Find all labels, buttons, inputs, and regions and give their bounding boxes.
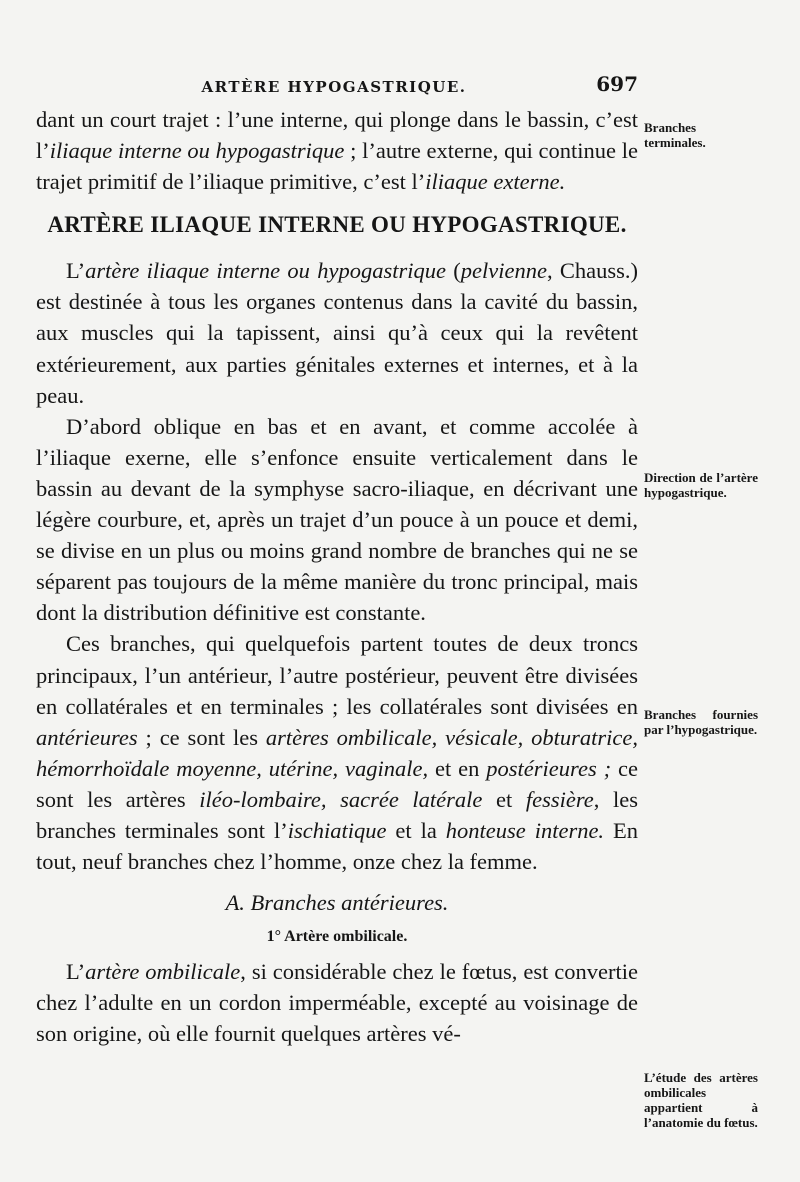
margin-note-terminal-branches: Branches terminales. xyxy=(644,120,706,150)
paragraph-5: L’artère ombilicale, si considérable chez le fœtus, est convertie chez l’adulte en un cordon imperméable, excepté au voisinage de son origine, où elle fournit quelques artères vé- xyxy=(36,959,638,1047)
margin-note-umbilical-study: L’étude des artères ombilicales appartient à l’anatomie du fœtus. xyxy=(644,1070,758,1130)
running-title: ARTÈRE HYPOGASTRIQUE. xyxy=(201,78,467,96)
paragraph-4: Ces branches, qui quelquefois partent toutes de deux troncs principaux, l’un antérieur, l’autre postérieur, peuvent être divisées en collatérales et en terminales ; les collatérales sont divisées en antérieures ; ce sont les artères ombilicale, vésicale, obturatrice, hémorrhoïdale moyenne, utérine, vaginale, et en postérieures ; ce sont les artères iléo-lombaire, sacrée latérale et fessière, les branches terminales sont l’ischiatique et la honteuse interne. En tout, neuf branches chez l’homme, onze chez la femme. xyxy=(36,631,638,875)
paragraph-3: D’abord oblique en bas et en avant, et comme accolée à l’iliaque exerne, elle s’enfonce ensuite verticalement dans le bassin au devant de la symphyse sacro-iliaque, en décrivant une légère courbure, et, après un trajet d’un pouce à un pouce et demi, se divise en un plus ou moins grand nombre de branches qui ne se séparent pas toujours de la même manière du tronc principal, mais dont la distribution définitive est constante. xyxy=(36,413,638,626)
main-text-column xyxy=(36,104,638,1050)
subsection-heading-1: 1° Artère ombilicale. xyxy=(266,928,408,946)
margin-note-direction: Direction de l’artère hypogastrique. xyxy=(644,470,758,500)
margin-note-branches-supplied: Branches fournies par l’hypogastrique. xyxy=(644,707,758,737)
subsection-heading-a: A. Branches antérieures. xyxy=(225,890,449,916)
section-title: ARTÈRE ILIAQUE INTERNE OU HYPOGASTRIQUE. xyxy=(47,212,627,238)
page-header xyxy=(36,70,638,102)
paragraph-2: L’artère iliaque interne ou hypogastrique (pelvienne, Chauss.) est destinée à tous les organes contenus dans la cavité du bassin, aux muscles qui la tapissent, ainsi qu’à ceux qui la revêtent extérieurement, aux parties génitales externes et internes, et à la peau. xyxy=(36,258,638,408)
page-number: 697 xyxy=(596,72,638,96)
paragraph-1: dant un court trajet : l’une interne, qui plonge dans le bassin, c’est l’iliaque interne ou hypogastrique ; l’autre externe, qui continue le trajet primitif de l’iliaque primitive, c’est l’iliaque externe. xyxy=(36,107,638,195)
